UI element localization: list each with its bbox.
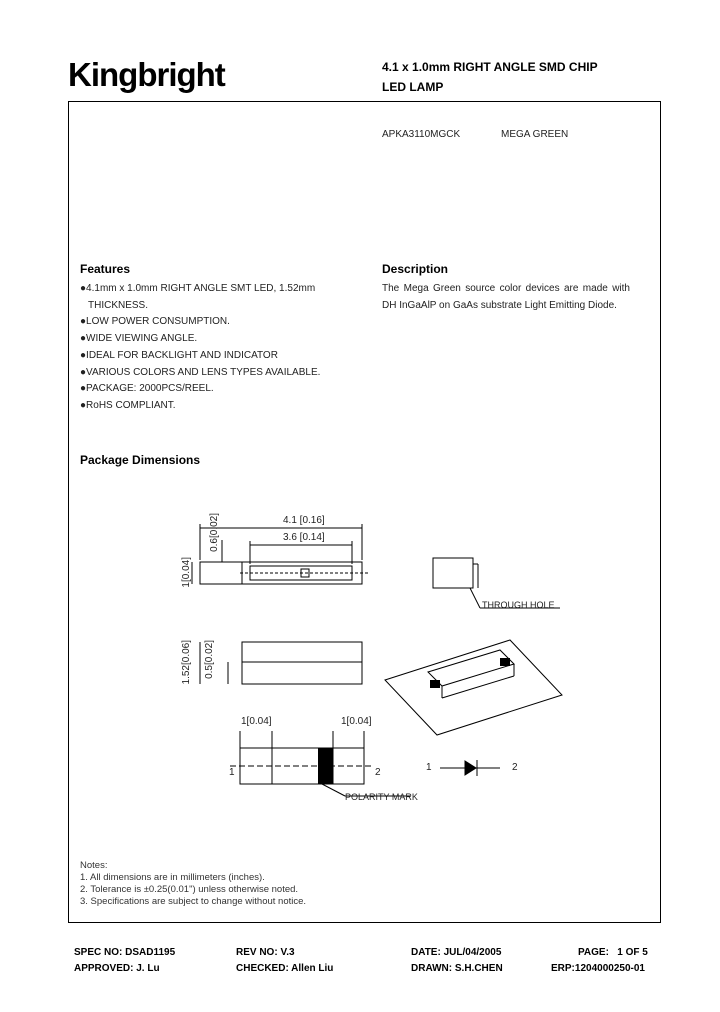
pin1-label: 1 — [229, 767, 235, 778]
diode-pin2-label: 2 — [512, 762, 518, 773]
dim-inner-label: 3.6 [0.14] — [283, 532, 325, 543]
through-hole-body — [433, 558, 473, 588]
date: DATE: JUL/04/2005 — [411, 947, 502, 958]
led-side-body — [242, 642, 362, 684]
note-item: 3. Specifications are subject to change without notice. — [80, 896, 307, 907]
note-item: 2. Tolerance is ±0.25(0.01") unless otherwise noted. — [80, 884, 299, 895]
feature-item: ●LOW POWER CONSUMPTION. — [80, 316, 230, 328]
feature-item: ●4.1mm x 1.0mm RIGHT ANGLE SMT LED, 1.52mm — [80, 283, 316, 294]
dim-right-pad-label: 1[0.04] — [341, 716, 372, 727]
note-item: 1. All dimensions are in millimeters (inches). — [80, 872, 265, 883]
spec-no: SPEC NO: DSAD1195 — [74, 947, 176, 958]
document-title-line2: LED LAMP — [382, 80, 444, 94]
dim-height-label: 1[0.04] — [181, 557, 192, 588]
document-title-line1: 4.1 x 1.0mm RIGHT ANGLE SMD CHIP — [382, 60, 598, 74]
diode-pin1-label: 1 — [426, 762, 432, 773]
feature-item: ●RoHS COMPLIANT. — [80, 399, 176, 411]
approved-by: APPROVED: J. Lu — [74, 963, 160, 974]
feature-item: ●VARIOUS COLORS AND LENS TYPES AVAILABLE. — [80, 366, 321, 378]
dim-thick-inner-label: 0.5[0.02] — [204, 640, 215, 679]
notes-heading: Notes: — [80, 860, 108, 871]
drawn-by: DRAWN: S.H.CHEN — [411, 963, 503, 974]
description-text: The Mega Green source color devices are made with DH InGaAlP on GaAs substrate Light Emitting Diode. — [382, 283, 630, 311]
through-hole-label: THROUGH HOLE — [482, 600, 555, 610]
features-heading: Features — [80, 262, 131, 276]
dim-left-pad-label: 1[0.04] — [241, 716, 272, 727]
brand-logo: Kingbright — [68, 56, 225, 93]
pcb-3d — [385, 640, 562, 735]
feature-item: ●IDEAL FOR BACKLIGHT AND INDICATOR — [80, 349, 278, 361]
description-heading: Description — [382, 262, 449, 276]
page-number: PAGE: 1 OF 5 — [578, 947, 648, 958]
feature-item: ●WIDE VIEWING ANGLE. — [80, 333, 198, 345]
feature-item: THICKNESS. — [88, 299, 149, 311]
part-number: APKA3110MGCK — [382, 129, 461, 140]
part-color: MEGA GREEN — [501, 129, 569, 140]
package-dimensions-heading: Package Dimensions — [80, 453, 201, 467]
dim-width-label: 4.1 [0.16] — [283, 515, 325, 526]
notes-block — [80, 860, 306, 908]
erp-number: ERP:1204000250-01 — [551, 963, 645, 974]
checked-by: CHECKED: Allen Liu — [236, 963, 334, 974]
feature-item: ●PACKAGE: 2000PCS/REEL. — [80, 383, 214, 395]
dim-thick-label: 1.52[0.06] — [181, 640, 192, 685]
dim-top-label: 0.6[0.02] — [209, 513, 220, 552]
polarity-mark-label: POLARITY MARK — [345, 792, 418, 802]
rev-no: REV NO: V.3 — [236, 947, 295, 958]
pin2-label: 2 — [375, 767, 381, 778]
